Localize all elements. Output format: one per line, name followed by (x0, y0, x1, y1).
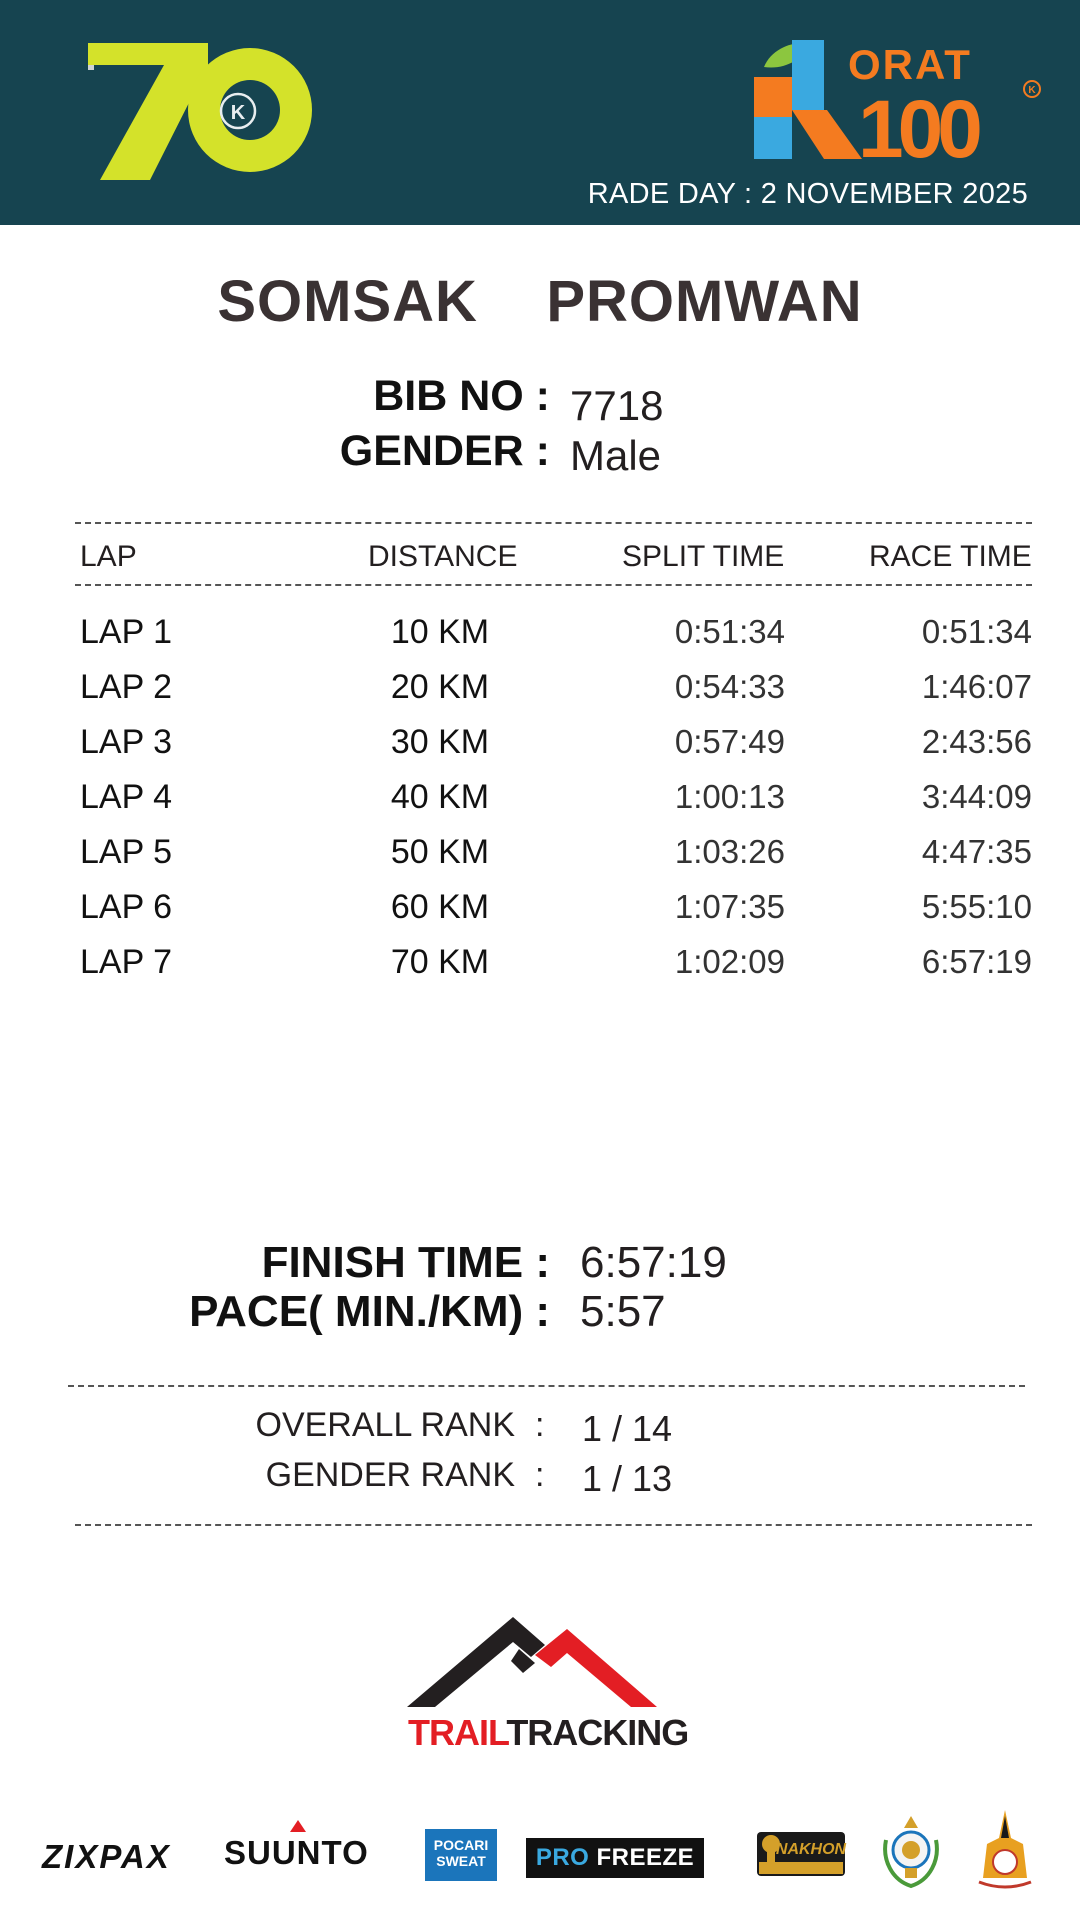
split-time-cell: 1:02:09 (674, 943, 785, 980)
lap-cell: LAP 7 (80, 943, 173, 981)
header-distance: DISTANCE (368, 540, 518, 573)
trailtracking-mountain-icon (405, 1615, 675, 1710)
freeze-word: FREEZE (596, 1844, 695, 1871)
race-time-cell: 0:51:34 (921, 613, 1032, 650)
distance-cell: 30 KM (390, 723, 490, 761)
suunto-logo: SUUNTO (224, 1834, 369, 1871)
badge-letter: K (230, 102, 246, 124)
split-time-cell: 0:51:34 (674, 613, 785, 650)
municipal-seal-icon (975, 1808, 1035, 1892)
lap-cell: LAP 6 (80, 888, 173, 926)
race-time-cell: 6:57:19 (921, 943, 1032, 980)
finish-time-label: FINISH TIME : (261, 1238, 550, 1287)
table-top-divider (75, 522, 1032, 524)
race-time-cell: 3:44:09 (921, 778, 1032, 815)
lap-cell: LAP 4 (80, 778, 173, 816)
korat100-logo (752, 32, 1042, 167)
split-time-cell: 0:57:49 (674, 723, 785, 760)
pace-label: PACE( MIN./KM) : (189, 1287, 550, 1336)
distance-cell: 70 KM (390, 943, 490, 981)
pocari-sweat-logo: POCARI SWEAT (425, 1829, 497, 1881)
table-row (0, 668, 1080, 708)
race-date: RADE DAY : 2 NOVEMBER 2025 (587, 178, 1028, 210)
overall-rank-value: 1 / 14 (582, 1408, 673, 1449)
table-header-divider (75, 584, 1032, 586)
nakhon-sports-city-logo (755, 1822, 847, 1884)
rank-top-divider (68, 1385, 1025, 1387)
finish-time-value: 6:57:19 (580, 1238, 727, 1287)
header-split-time: SPLIT TIME (622, 540, 785, 573)
header-lap: LAP (80, 540, 137, 573)
gender-rank-colon: : (535, 1456, 545, 1494)
table-row (0, 613, 1080, 653)
70k-badge-logo (80, 35, 320, 185)
suunto-triangle-icon (290, 1820, 306, 1832)
zixpax-logo: ZIXPAX (42, 1838, 171, 1875)
header-race-time: RACE TIME (869, 540, 1032, 573)
race-time-cell: 1:46:07 (921, 668, 1032, 705)
overall-rank-colon: : (535, 1406, 545, 1444)
trailtracking-wordmark (408, 1712, 688, 1754)
svg-text:K: K (1028, 85, 1036, 96)
split-time-cell: 1:03:26 (674, 833, 785, 870)
trail-word: TRAIL (408, 1712, 507, 1753)
gender-rank-label: GENDER RANK (265, 1456, 515, 1494)
table-row (0, 723, 1080, 763)
svg-text:NAKHON: NAKHON (775, 1841, 847, 1858)
lap-cell: LAP 2 (80, 668, 173, 706)
pro-word: PRO (535, 1844, 590, 1871)
race-time-cell: 2:43:56 (921, 723, 1032, 760)
gender-value: Male (570, 432, 662, 479)
overall-rank-label: OVERALL RANK (255, 1406, 515, 1444)
rank-bottom-divider (75, 1524, 1032, 1526)
split-time-cell: 0:54:33 (674, 668, 785, 705)
pace-value: 5:57 (580, 1287, 666, 1336)
distance-cell: 60 KM (390, 888, 490, 926)
table-row (0, 833, 1080, 873)
distance-cell: 40 KM (390, 778, 490, 816)
race-time-cell: 5:55:10 (921, 888, 1032, 925)
split-time-cell: 1:07:35 (674, 888, 785, 925)
bib-label: BIB NO : (373, 372, 550, 420)
gender-rank-value: 1 / 13 (582, 1458, 673, 1499)
provincial-seal-icon (878, 1810, 944, 1890)
gender-label: GENDER : (339, 427, 550, 475)
distance-cell: 50 KM (390, 833, 490, 871)
lap-cell: LAP 3 (80, 723, 173, 761)
distance-cell: 20 KM (390, 668, 490, 706)
bib-value: 7718 (570, 382, 664, 429)
svg-text:100: 100 (858, 84, 977, 167)
runner-name: SOMSAK PROMWAN (217, 269, 863, 334)
pro-freeze-logo (526, 1838, 704, 1878)
lap-cell: LAP 1 (80, 613, 173, 651)
race-time-cell: 4:47:35 (921, 833, 1032, 870)
tracking-word: TRACKING (506, 1712, 689, 1753)
lap-cell: LAP 5 (80, 833, 173, 871)
split-time-cell: 1:00:13 (674, 778, 785, 815)
table-row (0, 943, 1080, 983)
table-row (0, 888, 1080, 928)
svg-text:ORAT: ORAT (848, 41, 972, 88)
distance-cell: 10 KM (390, 613, 490, 651)
table-row (0, 778, 1080, 818)
